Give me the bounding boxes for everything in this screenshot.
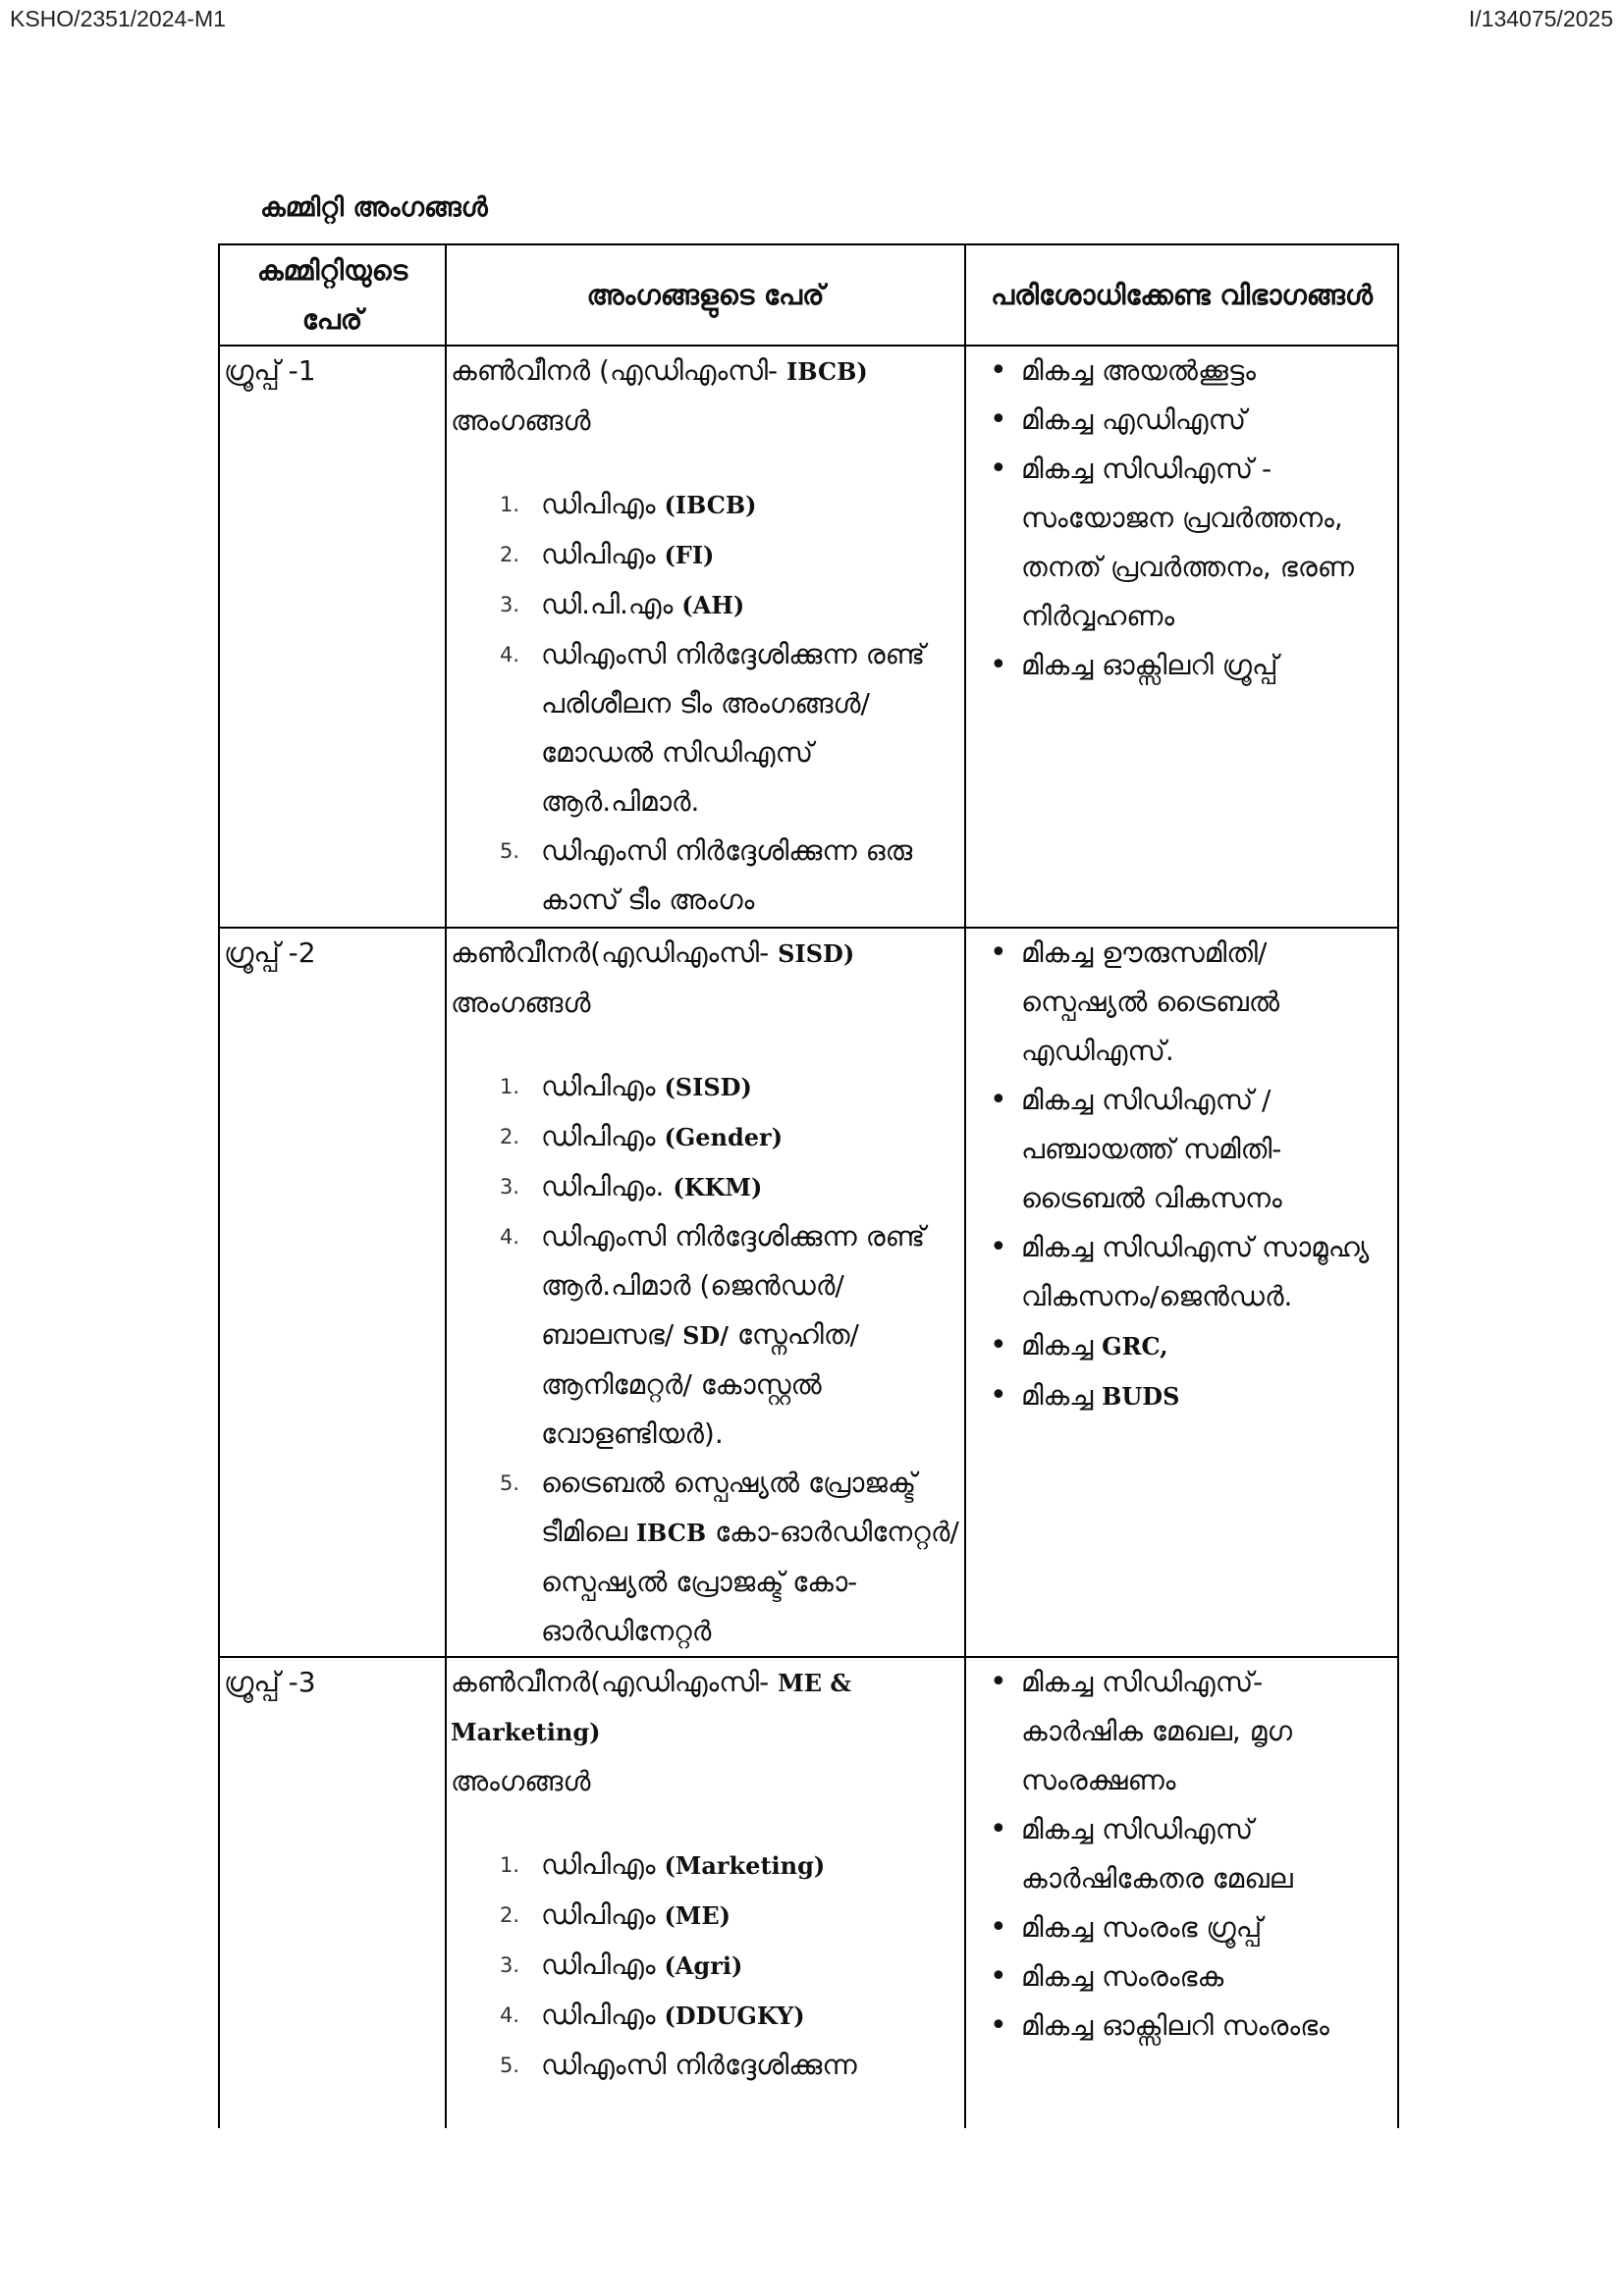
member-number: 3. <box>500 1175 520 1199</box>
group-name-cell <box>219 928 446 1657</box>
table-caption: കമ്മിറ്റി അംഗങ്ങൾ <box>260 192 488 223</box>
category-text: മികച്ച സംരംഭ ഗ്രൂപ്പ് <box>1021 1911 1263 1944</box>
member-text: ഡിപിഎം. <box>541 1170 674 1202</box>
members-cell <box>446 928 965 1657</box>
table-row <box>219 346 1398 928</box>
convener-line <box>451 347 960 397</box>
member-code: IBCB <box>635 1519 707 1547</box>
categories-cell <box>965 1657 1398 2128</box>
category-item <box>1021 1371 1393 1421</box>
members-spacer <box>451 1028 960 1062</box>
member-text: ഡിഎംസി നിർദ്ദേശിക്കുന്ന ഒരു കാസ് ടീം അംഗം <box>541 834 913 916</box>
member-number: 3. <box>500 593 520 616</box>
member-number: 1. <box>500 493 520 516</box>
group-name: ഗ്രൂപ്പ് -2 <box>224 936 316 969</box>
member-code: (FI) <box>664 541 715 569</box>
convener-line <box>451 1658 960 1708</box>
header-committee-name: കമ്മിറ്റിയുടെ പേര് <box>219 244 446 346</box>
member-text: ഡിപിഎം <box>541 1999 665 2031</box>
member-number: 4. <box>500 643 520 667</box>
member-number: 1. <box>500 1075 520 1098</box>
member-item <box>500 2041 960 2090</box>
categories-cell <box>965 346 1398 928</box>
convener-code-continued: Marketing) <box>451 1718 601 1746</box>
member-item <box>500 1941 960 1991</box>
member-text: ഡിഎംസി നിർദ്ദേശിക്കുന്ന <box>541 2049 857 2081</box>
member-item <box>500 1459 960 1656</box>
member-text: ഡിപിഎം <box>541 1120 665 1152</box>
member-code: (KKM) <box>673 1173 763 1201</box>
category-item <box>1021 445 1393 641</box>
table-body <box>219 346 1398 2128</box>
category-item <box>1021 641 1393 690</box>
member-item <box>500 580 960 630</box>
member-code: (ME) <box>664 1901 731 1930</box>
category-item <box>1021 1076 1393 1223</box>
member-code: (Marketing) <box>664 1851 826 1880</box>
member-item <box>500 1841 960 1891</box>
convener-code: ME & <box>778 1669 852 1697</box>
category-item <box>1021 1223 1393 1321</box>
categories-cell <box>965 928 1398 1657</box>
convener-line <box>451 929 960 979</box>
member-text: ഡിഎംസി നിർദ്ദേശിക്കുന്ന രണ്ട് ആർ.പിമാർ (ജെൻഡർ/ ബാലസഭ/ <box>541 1220 926 1351</box>
member-code: (SISD) <box>664 1073 752 1101</box>
member-code: (IBCB) <box>664 491 757 519</box>
member-number: 5. <box>500 839 520 863</box>
category-item <box>1021 1658 1393 1805</box>
category-text: മികച്ച ഓക്സിലറി സംരംഭം <box>1021 2009 1329 2042</box>
members-label: അംഗങ്ങൾ <box>451 404 591 437</box>
member-code: (Agri) <box>664 1951 743 1980</box>
member-number: 5. <box>500 2054 520 2077</box>
table-row <box>219 928 1398 1657</box>
member-number: 4. <box>500 2003 520 2027</box>
member-code: (AH) <box>681 591 745 619</box>
member-item <box>500 1162 960 1212</box>
category-text: മികച്ച സിഡിഎസ് - സംയോജന പ്രവർത്തനം, തനത് പ്രവർത്തനം, ഭരണ നിർവ്വഹണം <box>1021 453 1354 632</box>
member-text-continued: കോ-ഓർഡിനേറ്റർ/സ്പെഷ്യൽ പ്രോജക്ട് കോ-ഓർഡിനേറ്റർ <box>541 1516 959 1647</box>
header-categories: പരിശോധിക്കേണ്ട വിഭാഗങ്ങൾ <box>965 244 1398 346</box>
category-text: മികച്ച അയൽക്കൂട്ടം <box>1021 354 1257 387</box>
member-text: ഡിപിഎം <box>541 538 665 570</box>
member-number: 3. <box>500 1953 520 1977</box>
member-item <box>500 1062 960 1112</box>
member-text: ഡിപിഎം <box>541 1848 665 1881</box>
member-item <box>500 530 960 580</box>
category-item <box>1021 1805 1393 1903</box>
member-number: 2. <box>500 1125 520 1148</box>
convener-label: കൺവീനർ (എഡിഎംസി- <box>451 354 787 387</box>
member-item <box>500 1891 960 1941</box>
convener-code: SISD) <box>778 939 855 968</box>
group-name-cell <box>219 346 446 928</box>
member-item <box>500 1991 960 2041</box>
category-item <box>1021 1952 1393 2002</box>
convener-code: IBCB) <box>786 357 868 386</box>
categories-list <box>970 347 1393 690</box>
category-text: മികച്ച <box>1021 1329 1103 1362</box>
member-item <box>500 1212 960 1459</box>
table-row <box>219 1657 1398 2128</box>
member-number: 5. <box>500 1471 520 1495</box>
category-text: മികച്ച ഊരുസമിതി/ സ്പെഷ്യൽ ട്രൈബൽ എഡിഎസ്. <box>1021 936 1280 1067</box>
member-item <box>500 827 960 925</box>
category-item <box>1021 929 1393 1076</box>
member-text: ഡിഎംസി നിർദ്ദേശിക്കുന്ന രണ്ട് പരിശീലന ടീം അംഗങ്ങൾ/മോഡൽ സിഡിഎസ് ആർ.പിമാർ. <box>541 638 926 818</box>
member-number: 2. <box>500 543 520 566</box>
group-name: ഗ്രൂപ്പ് -3 <box>224 1666 316 1698</box>
member-text: ഡിപിഎം <box>541 1070 665 1102</box>
member-text: ഡിപിഎം <box>541 1898 665 1931</box>
member-number: 2. <box>500 1903 520 1927</box>
category-text: മികച്ച <box>1021 1379 1103 1412</box>
members-label: അംഗങ്ങൾ <box>451 1765 591 1797</box>
category-code: BUDS <box>1102 1382 1180 1411</box>
category-item <box>1021 2002 1393 2051</box>
member-item <box>500 1112 960 1162</box>
category-text: മികച്ച സിഡിഎസ് /പഞ്ചായത്ത് സമിതി-ട്രൈബൽ വികസനം <box>1021 1084 1282 1214</box>
member-code: (DDUGKY) <box>664 2002 805 2030</box>
members-spacer <box>451 1806 960 1841</box>
group-name: ഗ്രൂപ്പ് -1 <box>224 354 316 387</box>
committee-members-table <box>218 243 1399 2128</box>
category-text: മികച്ച സിഡിഎസ് സാമൂഹ്യ വികസനം/ജെൻഡർ. <box>1021 1231 1370 1312</box>
category-item <box>1021 1903 1393 1952</box>
members-cell <box>446 1657 965 2128</box>
category-text: മികച്ച ഓക്സിലറി ഗ്രൂപ്പ് <box>1021 649 1278 681</box>
table-header-row <box>219 244 1398 346</box>
members-list <box>451 480 960 925</box>
convener-label: കൺവീനർ(എഡിഎംസി- <box>451 1666 779 1698</box>
member-text: ഡിപിഎം <box>541 488 665 520</box>
members-list <box>451 1841 960 2090</box>
members-cell <box>446 346 965 928</box>
category-text: മികച്ച സിഡിഎസ് കാർഷികേതര മേഖല <box>1021 1813 1293 1895</box>
category-code: GRC, <box>1102 1332 1168 1361</box>
category-item <box>1021 396 1393 445</box>
members-label: അംഗങ്ങൾ <box>451 987 591 1019</box>
members-list <box>451 1062 960 1656</box>
convener-label: കൺവീനർ(എഡിഎംസി- <box>451 936 779 969</box>
header-member-names: അംഗങ്ങളുടെ പേര് <box>446 244 965 346</box>
category-text: മികച്ച സംരംഭക <box>1021 1960 1224 1993</box>
member-number: 1. <box>500 1853 520 1877</box>
member-item <box>500 480 960 530</box>
category-item <box>1021 1321 1393 1371</box>
member-text: ഡിപിഎം <box>541 1949 665 1981</box>
categories-list <box>970 929 1393 1421</box>
category-item <box>1021 347 1393 396</box>
member-text-continued: സ്നേഹിത/ആനിമേറ്റർ/ കോസ്റ്റൽ വോളണ്ടിയർ). <box>541 1318 859 1450</box>
member-text: ട്രൈബൽ സ്പെഷ്യൽ പ്രോജക്ട് ടീമിലെ <box>541 1467 917 1548</box>
members-spacer <box>451 446 960 480</box>
member-text: ഡി.പി.എം <box>541 588 682 620</box>
member-code: (Gender) <box>664 1123 784 1151</box>
document-reference-right: I/134075/2025 <box>1468 6 1613 31</box>
document-reference-left: KSHO/2351/2024-M1 <box>10 6 226 31</box>
member-number: 4. <box>500 1225 520 1249</box>
member-item <box>500 630 960 827</box>
categories-list <box>970 1658 1393 2051</box>
category-text: മികച്ച സിഡിഎസ്- കാർഷിക മേഖല, മൃഗ സംരക്ഷണം <box>1021 1666 1292 1796</box>
group-name-cell <box>219 1657 446 2128</box>
member-code: SD/ <box>682 1321 729 1350</box>
category-text: മികച്ച എഡിഎസ് <box>1021 403 1246 436</box>
